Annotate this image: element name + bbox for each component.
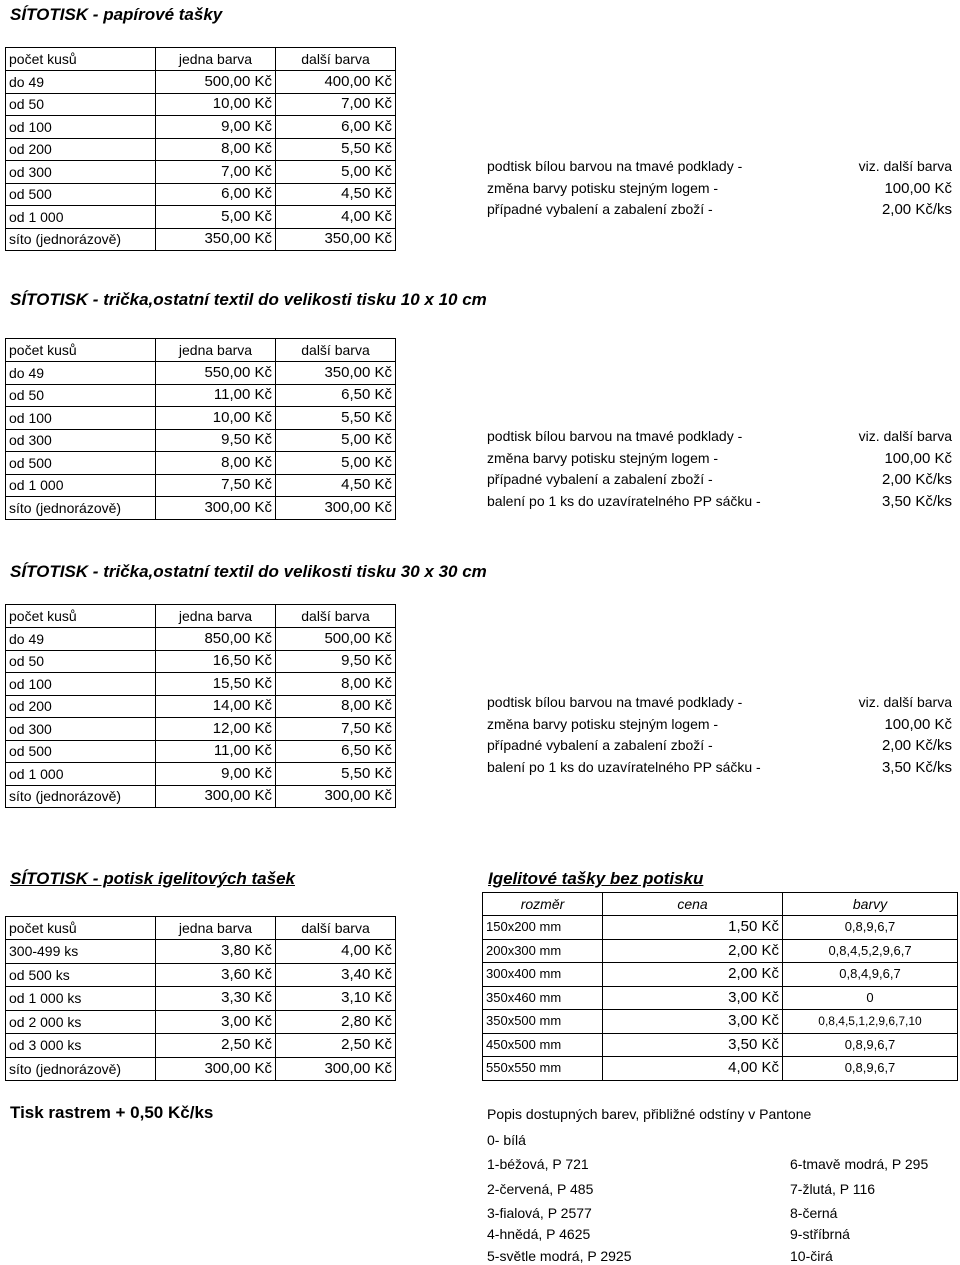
table-cell: 300,00 Kč — [156, 1057, 276, 1081]
table-cell: 300,00 Kč — [156, 497, 276, 520]
table-row — [6, 161, 396, 184]
table-cell: 3,10 Kč — [276, 987, 396, 1011]
table-cell: 7,00 Kč — [276, 93, 396, 116]
table-row — [6, 963, 396, 987]
note-label: případné vybalení a zabalení zboží - — [487, 471, 713, 487]
table-cell: od 200 — [6, 695, 156, 718]
color-legend-item: 5-světle modrá, P 2925 — [487, 1248, 632, 1264]
table-cell: 5,50 Kč — [276, 407, 396, 430]
note-value: 3,50 Kč/ks — [881, 758, 952, 776]
note-value: viz. další barva — [858, 694, 952, 710]
table-row — [6, 452, 396, 475]
table-cell: 15,50 Kč — [156, 673, 276, 696]
table-row — [6, 474, 396, 497]
table-row — [6, 940, 396, 964]
table-bags-no-print — [482, 892, 958, 1081]
table-cell: 0,8,9,6,7 — [783, 1033, 958, 1057]
note-value: 100,00 Kč — [884, 449, 952, 467]
table-cell: od 50 — [6, 384, 156, 407]
table-cell: 550x550 mm — [483, 1057, 603, 1081]
table-cell: 300,00 Kč — [276, 1057, 396, 1081]
table-row — [6, 138, 396, 161]
note-value: viz. další barva — [858, 428, 952, 444]
table-cell: od 500 — [6, 740, 156, 763]
table-cell: od 100 — [6, 116, 156, 139]
color-legend-zero: 0- bílá — [487, 1132, 526, 1148]
table-cell: od 50 — [6, 93, 156, 116]
column-header: další barva — [276, 339, 396, 362]
table-row — [6, 740, 396, 763]
note-value: 2,00 Kč/ks — [881, 737, 952, 754]
table-row — [483, 1033, 958, 1057]
column-header: cena — [603, 893, 783, 916]
note-label: podtisk bílou barvou na tmavé podklady - — [487, 694, 743, 710]
table-row — [6, 93, 396, 116]
table-cell: 6,00 Kč — [276, 116, 396, 139]
section-title-paper-bags: SÍTOTISK - papírové tašky — [10, 5, 223, 24]
table-row — [6, 429, 396, 452]
table-row — [6, 718, 396, 741]
table-cell: od 300 — [6, 429, 156, 452]
table-cell: síto (jednorázově) — [6, 785, 156, 808]
table-row — [6, 673, 396, 696]
table-cell: 3,00 Kč — [156, 1010, 276, 1034]
table-cell: od 500 — [6, 452, 156, 475]
table-header-row — [6, 339, 396, 362]
table-cell: 8,00 Kč — [156, 452, 276, 475]
table-row — [6, 785, 396, 808]
column-header: rozměr — [483, 893, 603, 916]
note-value: 2,00 Kč/ks — [881, 201, 952, 218]
table-row — [483, 916, 958, 940]
table-cell: do 49 — [6, 628, 156, 651]
table-cell: 350,00 Kč — [276, 228, 396, 251]
color-legend-item: 9-stříbrná — [790, 1226, 850, 1242]
column-header: jedna barva — [156, 339, 276, 362]
table-cell: 4,50 Kč — [276, 474, 396, 497]
table-cell: 8,00 Kč — [276, 695, 396, 718]
table-cell: 0,8,9,6,7 — [783, 916, 958, 940]
column-header: další barva — [276, 917, 396, 940]
table-row — [483, 1010, 958, 1034]
table-header-row — [6, 605, 396, 628]
table-cell: 5,50 Kč — [276, 763, 396, 786]
table-cell: 0,8,9,6,7 — [783, 1057, 958, 1081]
table-cell: od 50 — [6, 650, 156, 673]
table-cell: 9,00 Kč — [156, 763, 276, 786]
table-cell: 350x500 mm — [483, 1010, 603, 1034]
table-cell: 6,00 Kč — [156, 183, 276, 206]
table-cell: 500,00 Kč — [276, 628, 396, 651]
table-row — [6, 71, 396, 94]
note-value: 3,50 Kč/ks — [881, 492, 952, 510]
price-table-paper-bags — [5, 47, 396, 251]
table-cell: 6,50 Kč — [276, 740, 396, 763]
section-title-textile-30: SÍTOTISK - trička,ostatní textil do velikosti tisku 30 x 30 cm — [10, 562, 487, 581]
table-row — [6, 407, 396, 430]
table-cell: od 1 000 — [6, 763, 156, 786]
table-cell: od 500 ks — [6, 963, 156, 987]
table-header-row — [6, 48, 396, 71]
table-cell: od 300 — [6, 161, 156, 184]
color-legend-item: 3-fialová, P 2577 — [487, 1205, 592, 1221]
table-cell: 2,00 Kč — [603, 963, 783, 987]
table-cell: od 3 000 ks — [6, 1034, 156, 1058]
table-row — [483, 986, 958, 1010]
table-cell: od 1 000 — [6, 206, 156, 229]
table-cell: 550,00 Kč — [156, 362, 276, 385]
color-legend-item: 8-černá — [790, 1205, 838, 1221]
section-title-bags-no-print: Igelitové tašky bez potisku — [488, 869, 704, 888]
column-header: počet kusů — [6, 605, 156, 628]
color-legend-item: 1-béžová, P 721 — [487, 1156, 589, 1172]
table-cell: 5,00 Kč — [276, 161, 396, 184]
column-header: počet kusů — [6, 917, 156, 940]
column-header: jedna barva — [156, 917, 276, 940]
table-cell: 10,00 Kč — [156, 407, 276, 430]
table-cell: síto (jednorázově) — [6, 497, 156, 520]
note-label: případné vybalení a zabalení zboží - — [487, 737, 713, 753]
table-cell: 400,00 Kč — [276, 71, 396, 94]
table-cell: 3,60 Kč — [156, 963, 276, 987]
table-cell: 1,50 Kč — [603, 916, 783, 940]
color-legend-item: 10-čirá — [790, 1248, 833, 1264]
table-cell: od 100 — [6, 673, 156, 696]
table-cell: 5,00 Kč — [156, 206, 276, 229]
table-cell: 4,00 Kč — [276, 940, 396, 964]
note-label: změna barvy potisku stejným logem - — [487, 715, 719, 732]
price-table-textile-30 — [5, 604, 396, 808]
note-value: 2,00 Kč/ks — [881, 471, 952, 488]
table-cell: 5,00 Kč — [276, 452, 396, 475]
note-label: případné vybalení a zabalení zboží - — [487, 201, 713, 217]
column-header: počet kusů — [6, 339, 156, 362]
table-cell: od 500 — [6, 183, 156, 206]
table-cell: 3,80 Kč — [156, 940, 276, 964]
table-cell: 16,50 Kč — [156, 650, 276, 673]
table-header-row — [6, 917, 396, 940]
table-cell: 150x200 mm — [483, 916, 603, 940]
note-label: změna barvy potisku stejným logem - — [487, 449, 719, 466]
table-cell: 450x500 mm — [483, 1033, 603, 1057]
table-row — [6, 987, 396, 1011]
table-cell: 2,00 Kč — [603, 939, 783, 963]
table-cell: 3,30 Kč — [156, 987, 276, 1011]
table-cell: síto (jednorázově) — [6, 228, 156, 251]
note-value: 100,00 Kč — [884, 715, 952, 733]
table-cell: do 49 — [6, 71, 156, 94]
table-cell: od 1 000 ks — [6, 987, 156, 1011]
table-row — [6, 650, 396, 673]
note-label: balení po 1 ks do uzavíratelného PP sáčku - — [487, 492, 761, 509]
table-cell: 5,00 Kč — [276, 429, 396, 452]
table-row — [6, 206, 396, 229]
table-cell: 300,00 Kč — [156, 785, 276, 808]
table-cell: 350x460 mm — [483, 986, 603, 1010]
color-legend-item: 6-tmavě modrá, P 295 — [790, 1156, 929, 1172]
price-table-textile-10 — [5, 338, 396, 520]
table-cell: 7,00 Kč — [156, 161, 276, 184]
column-header: další barva — [276, 48, 396, 71]
table-row — [6, 763, 396, 786]
table-cell: 0,8,4,9,6,7 — [783, 963, 958, 987]
table-row — [6, 228, 396, 251]
table-cell: 2,50 Kč — [156, 1034, 276, 1058]
table-cell: 14,00 Kč — [156, 695, 276, 718]
table-cell: 10,00 Kč — [156, 93, 276, 116]
table-cell: 2,50 Kč — [276, 1034, 396, 1058]
column-header: další barva — [276, 605, 396, 628]
table-cell: 12,00 Kč — [156, 718, 276, 741]
table-cell: síto (jednorázově) — [6, 1057, 156, 1081]
table-cell: 300-499 ks — [6, 940, 156, 964]
note-label: balení po 1 ks do uzavíratelného PP sáčku - — [487, 758, 761, 775]
column-header: počet kusů — [6, 48, 156, 71]
column-header: jedna barva — [156, 48, 276, 71]
note-label: podtisk bílou barvou na tmavé podklady - — [487, 428, 743, 444]
color-legend-item: 7-žlutá, P 116 — [790, 1181, 876, 1197]
color-legend-title: Popis dostupných barev, přibližné odstíny v Pantone — [487, 1106, 812, 1122]
table-cell: 0,8,4,5,2,9,6,7 — [783, 939, 958, 963]
raster-note: Tisk rastrem + 0,50 Kč/ks — [10, 1103, 214, 1122]
table-cell: 2,80 Kč — [276, 1010, 396, 1034]
table-cell: od 200 — [6, 138, 156, 161]
table-cell: 350,00 Kč — [156, 228, 276, 251]
color-legend-item: 2-červená, P 485 — [487, 1181, 594, 1197]
table-cell: 4,50 Kč — [276, 183, 396, 206]
table-cell: od 300 — [6, 718, 156, 741]
table-cell: 500,00 Kč — [156, 71, 276, 94]
table-row — [6, 695, 396, 718]
note-label: podtisk bílou barvou na tmavé podklady - — [487, 158, 743, 174]
color-legend-item: 4-hnědá, P 4625 — [487, 1226, 591, 1242]
table-cell: 3,00 Kč — [603, 986, 783, 1010]
table-row — [6, 497, 396, 520]
table-cell: od 1 000 — [6, 474, 156, 497]
table-cell: 0 — [783, 986, 958, 1010]
table-cell: od 2 000 ks — [6, 1010, 156, 1034]
table-row — [6, 384, 396, 407]
table-cell: 200x300 mm — [483, 939, 603, 963]
table-cell: 3,50 Kč — [603, 1033, 783, 1057]
table-cell: 8,00 Kč — [156, 138, 276, 161]
table-cell: 9,00 Kč — [156, 116, 276, 139]
table-cell: 300,00 Kč — [276, 785, 396, 808]
table-header-row — [483, 893, 958, 916]
section-title-textile-10: SÍTOTISK - trička,ostatní textil do velikosti tisku 10 x 10 cm — [10, 290, 487, 309]
table-row — [6, 628, 396, 651]
table-row — [6, 116, 396, 139]
table-row — [6, 362, 396, 385]
table-cell: 3,40 Kč — [276, 963, 396, 987]
table-row — [6, 1010, 396, 1034]
table-row — [6, 1034, 396, 1058]
table-cell: 11,00 Kč — [156, 384, 276, 407]
table-row — [6, 183, 396, 206]
table-row — [483, 963, 958, 987]
table-cell: 11,00 Kč — [156, 740, 276, 763]
table-cell: 3,00 Kč — [603, 1010, 783, 1034]
table-cell: 4,00 Kč — [276, 206, 396, 229]
note-label: změna barvy potisku stejným logem - — [487, 179, 719, 196]
table-cell: 300x400 mm — [483, 963, 603, 987]
table-cell: 9,50 Kč — [156, 429, 276, 452]
price-table-plastic-bags — [5, 916, 396, 1081]
column-header: jedna barva — [156, 605, 276, 628]
table-cell: 300,00 Kč — [276, 497, 396, 520]
table-cell: 9,50 Kč — [276, 650, 396, 673]
table-cell: 4,00 Kč — [603, 1057, 783, 1081]
table-cell: 7,50 Kč — [276, 718, 396, 741]
section-title-plastic-bags: SÍTOTISK - potisk igelitových tašek — [10, 869, 295, 888]
column-header: barvy — [783, 893, 958, 916]
note-value: viz. další barva — [858, 158, 952, 174]
table-cell: do 49 — [6, 362, 156, 385]
table-row — [483, 939, 958, 963]
table-cell: 7,50 Kč — [156, 474, 276, 497]
note-value: 100,00 Kč — [884, 179, 952, 197]
table-cell: 8,00 Kč — [276, 673, 396, 696]
table-cell: 850,00 Kč — [156, 628, 276, 651]
table-row — [483, 1057, 958, 1081]
table-cell: 5,50 Kč — [276, 138, 396, 161]
table-cell: od 100 — [6, 407, 156, 430]
table-row — [6, 1057, 396, 1081]
table-cell: 350,00 Kč — [276, 362, 396, 385]
table-cell: 6,50 Kč — [276, 384, 396, 407]
table-cell: 0,8,4,5,1,2,9,6,7,10 — [783, 1010, 958, 1034]
